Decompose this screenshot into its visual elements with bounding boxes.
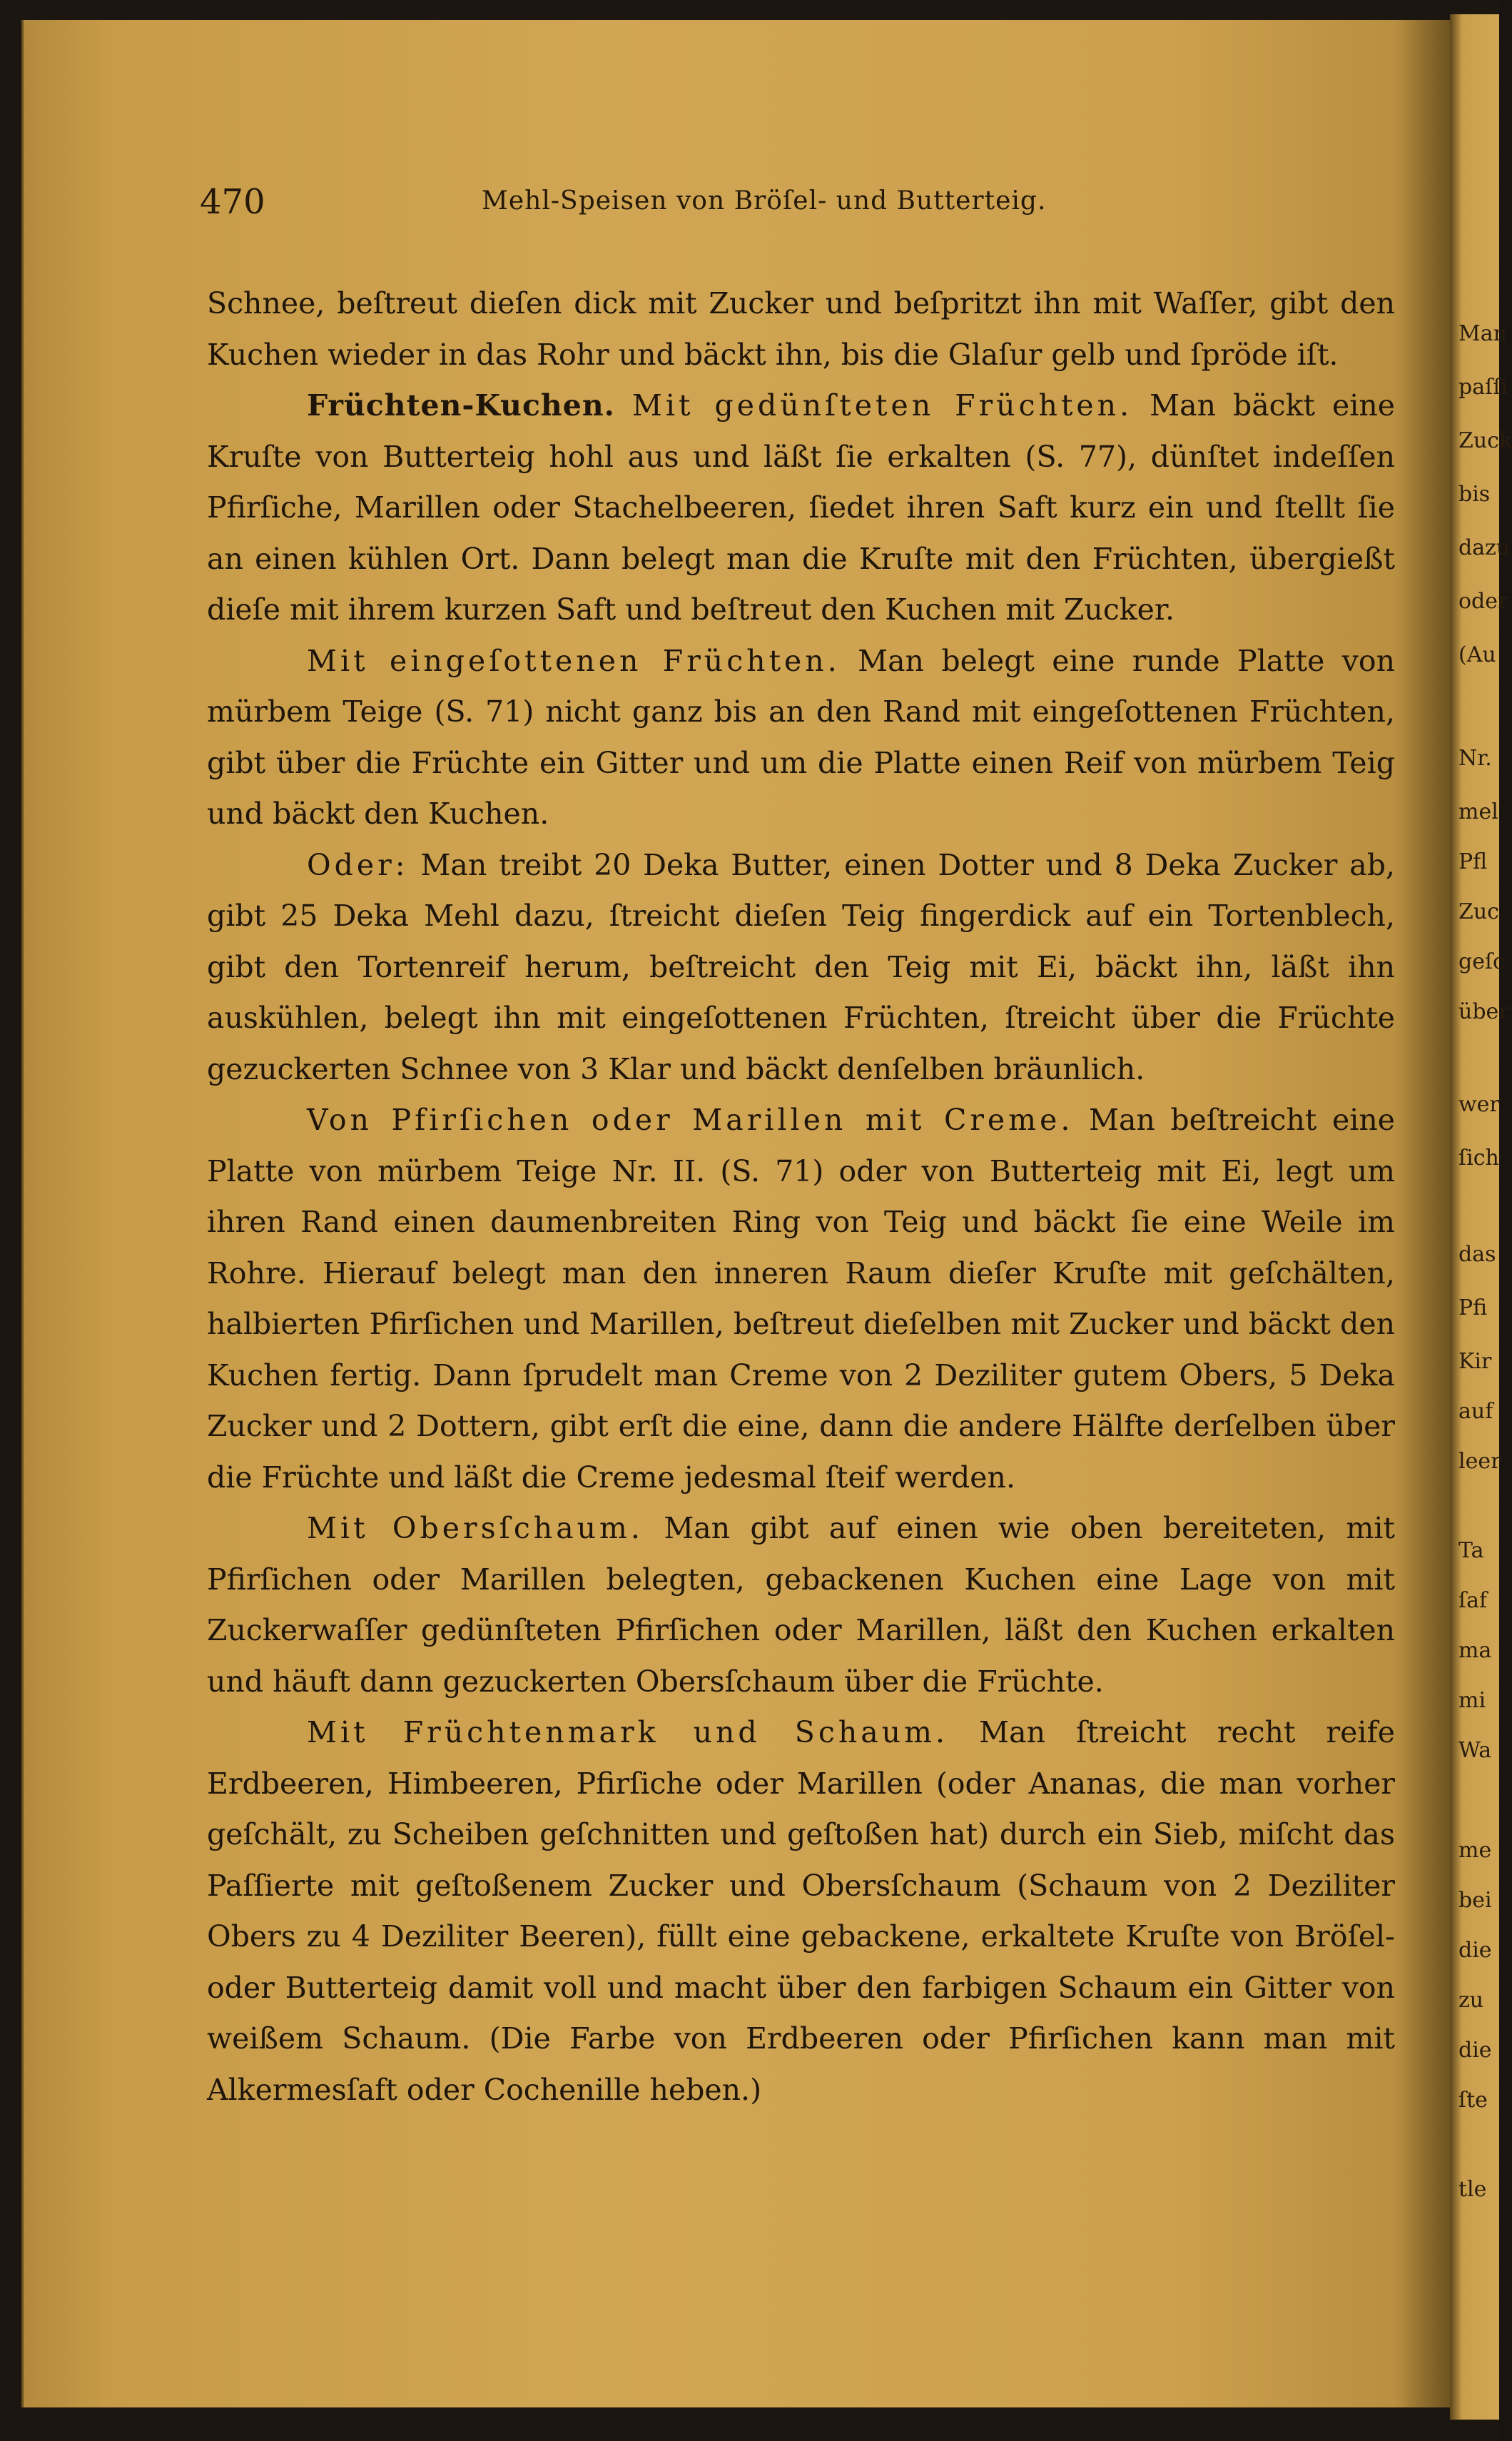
edge-word: Pfl [1458, 849, 1488, 874]
paragraph [207, 278, 1395, 380]
edge-word: Ta [1458, 1538, 1484, 1563]
edge-word: Zuck [1458, 428, 1512, 453]
paragraph-text: Man gibt auf einen wie oben bereiteten, mit Pfirſichen oder Marillen belegten, gebackenen Kuchen eine Lage von mit Zuckerwaſſer gedünſteten Pfirſichen oder Marillen, läßt den Kuchen erkalten und häuft dann gezuckerten Obersſchaum über die Früchte. [207, 1511, 1395, 1699]
recipe-variant-title: Mit Obersſchaum. [307, 1511, 644, 1545]
edge-word: bis [1458, 482, 1491, 507]
edge-word: geſc [1458, 949, 1505, 974]
edge-word: paſſi [1458, 375, 1508, 400]
edge-word: Man [1458, 321, 1507, 346]
edge-word: (Au [1458, 642, 1496, 667]
edge-word: ſaf [1458, 1588, 1488, 1613]
edge-word: Wa [1458, 1738, 1492, 1763]
paragraph [207, 1707, 1395, 2116]
paragraph [207, 1503, 1395, 1707]
edge-word: die [1458, 2038, 1492, 2063]
section-heading: Früchten-Kuchen. [307, 388, 615, 423]
edge-word: ſich [1458, 1146, 1499, 1171]
edge-word: mi [1458, 1688, 1486, 1713]
paragraph-text: Man beſtreicht eine Platte von mürbem Teige Nr. II. (S. 71) oder von Butterteig mit Ei, legt um ihren Rand einen daumenbreiten Ring von Teig und bäckt ſie eine Weile im Rohre. Hierauf belegt man den inneren Raum dieſer Kruſte mit geſchälten, halbierten Pfirſichen und Marillen, beſtreut dieſelben mit Zucker und bäckt den Kuchen fertig. Dann ſprudelt man Creme von 2 Deziliter gutem Obers, 5 Deka Zucker und 2 Dottern, gibt erſt die eine, dann die andere Hälfte derſelben über die Früchte und läßt die Creme jedesmal ſteif werden. [207, 1103, 1395, 1495]
edge-word: bei [1458, 1888, 1492, 1913]
paragraph [207, 1095, 1395, 1503]
edge-word: Zuc [1458, 899, 1499, 924]
edge-word: Kir [1458, 1349, 1492, 1374]
paragraph-text: Schnee, beſtreut dieſen dick mit Zucker und beſpritzt ihn mit Waſſer, gibt den Kuchen wieder in das Rohr und bäckt ihn, bis die Glaſur gelb und ſpröde iſt. [207, 286, 1395, 372]
edge-word: ma [1458, 1638, 1492, 1663]
edge-word: auf [1458, 1399, 1493, 1424]
edge-word: me [1458, 1838, 1492, 1863]
edge-word: tle [1458, 2177, 1487, 2202]
paragraph-text: Man ſtreicht recht reife Erdbeeren, Himbeeren, Pfirſiche oder Marillen (oder Ananas, die man vorher geſchält, zu Scheiben geſchnitten und geſtoßen hat) durch ein Sieb, miſcht das Paſſierte mit geſtoßenem Zucker und Obersſchaum (Schaum von 2 Deziliter Obers zu 4 Deziliter Beeren), füllt eine gebackene, erkaltete Kruſte von Bröſel- oder Butterteig damit voll und macht über den farbigen Schaum ein Gitter von weißem Schaum. (Die Farbe von Erdbeeren oder Pfirſichen kann man mit Alkermesſaft oder Cochenille heben.) [207, 1715, 1395, 2107]
paragraph-text: Man bäckt eine Kruſte von Butterteig hohl aus und läßt ſie erkalten (S. 77), dünſtet indeſſen Pfirſiche, Marillen oder Stachelbeeren, ſiedet ihren Saft kurz ein und ſtellt ſie an einen kühlen Ort. Dann belegt man die Kruſte mit den Früchten, übergießt dieſe mit ihrem kurzen Saft und beſtreut den Kuchen mit Zucker. [207, 388, 1395, 627]
paragraph-text: Man belegt eine runde Platte von mürbem Teige (S. 71) nicht ganz bis an den Rand mit eingeſottenen Früchten, gibt über die Früchte ein Gitter und um die Platte einen Reif von mürbem Teig und bäckt den Kuchen. [207, 643, 1395, 831]
edge-word: das [1458, 1242, 1496, 1267]
edge-word: über [1458, 999, 1509, 1024]
edge-word: leer [1458, 1449, 1501, 1474]
recipe-variant-title: Mit eingeſottenen Früchten. [307, 643, 841, 678]
recipe-variant-title: Oder: [307, 847, 409, 882]
body-text [207, 278, 1395, 2116]
recipe-variant-title: Mit Früchtenmark und Schaum. [307, 1715, 948, 1749]
edge-word: Nr. [1458, 746, 1492, 771]
edge-word: oder [1458, 589, 1508, 614]
edge-word: ſte [1458, 2088, 1488, 2113]
edge-word: Pfi [1458, 1295, 1488, 1320]
recipe-variant-title: Mit gedünſteten Früchten. [631, 388, 1133, 423]
page-title: Mehl-Speisen von Bröſel- und Butterteig. [482, 186, 1047, 216]
running-head [200, 182, 1413, 239]
paragraph [207, 840, 1395, 1096]
recipe-variant-title: Von Pfirſichen oder Marillen mit Creme. [307, 1103, 1074, 1137]
edge-word: die [1458, 1938, 1492, 1963]
paragraph [207, 380, 1395, 636]
next-page-edge [1450, 14, 1512, 2420]
paragraph-text: Man treibt 20 Deka Butter, einen Dotter und 8 Deka Zucker ab, gibt 25 Deka Mehl dazu, ſtreicht dieſen Teig fingerdick auf ein Tortenblech, gibt den Tortenreif herum, beſtreicht den Teig mit Ei, bäckt ihn, läßt ihn auskühlen, belegt ihn mit eingeſottenen Früchten, ſtreicht über die Früchte gezuckerten Schnee von 3 Klar und bäckt denſelben bräunlich. [207, 847, 1395, 1086]
paragraph [207, 636, 1395, 840]
edge-word: zu [1458, 1988, 1484, 2013]
edge-word: dazu [1458, 535, 1511, 560]
page-number: 470 [200, 182, 265, 222]
edge-word: mel [1458, 799, 1498, 824]
edge-word: wer [1458, 1092, 1500, 1117]
